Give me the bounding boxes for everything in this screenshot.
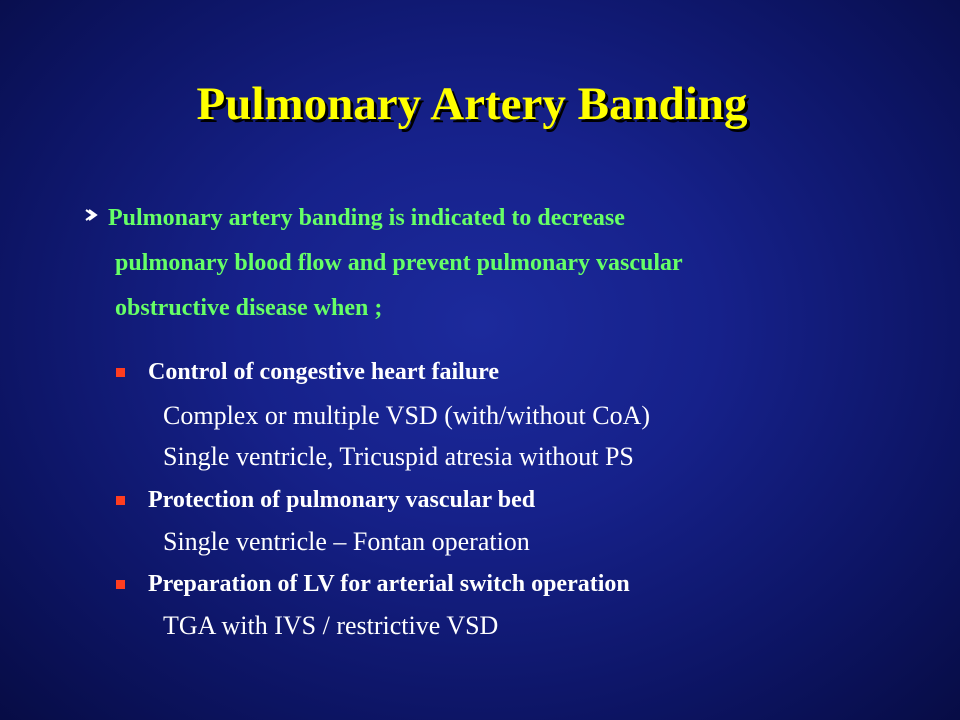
square-bullet-icon [116,368,125,377]
intro-line-2: pulmonary blood flow and prevent pulmonary vascular [115,250,683,276]
list-item: TGA with IVS / restrictive VSD [163,611,499,640]
intro-line-1: Pulmonary artery banding is indicated to decrease [108,205,625,231]
square-bullet-icon [116,580,125,589]
section-heading-label: Protection of pulmonary vascular bed [148,487,536,513]
arrow-bullet-icon [84,208,98,222]
section-heading-label: Preparation of LV for arterial switch operation [148,571,630,597]
intro-line-3: obstructive disease when ; [115,295,383,321]
list-item: Single ventricle, Tricuspid atresia without PS [163,442,634,471]
section-heading-label: Control of congestive heart failure [148,359,500,385]
list-item: Single ventricle – Fontan operation [163,527,530,556]
list-item: Complex or multiple VSD (with/without CoA) [163,401,651,430]
slide-title: Pulmonary Artery Banding [196,78,748,130]
square-bullet-icon [116,496,125,505]
